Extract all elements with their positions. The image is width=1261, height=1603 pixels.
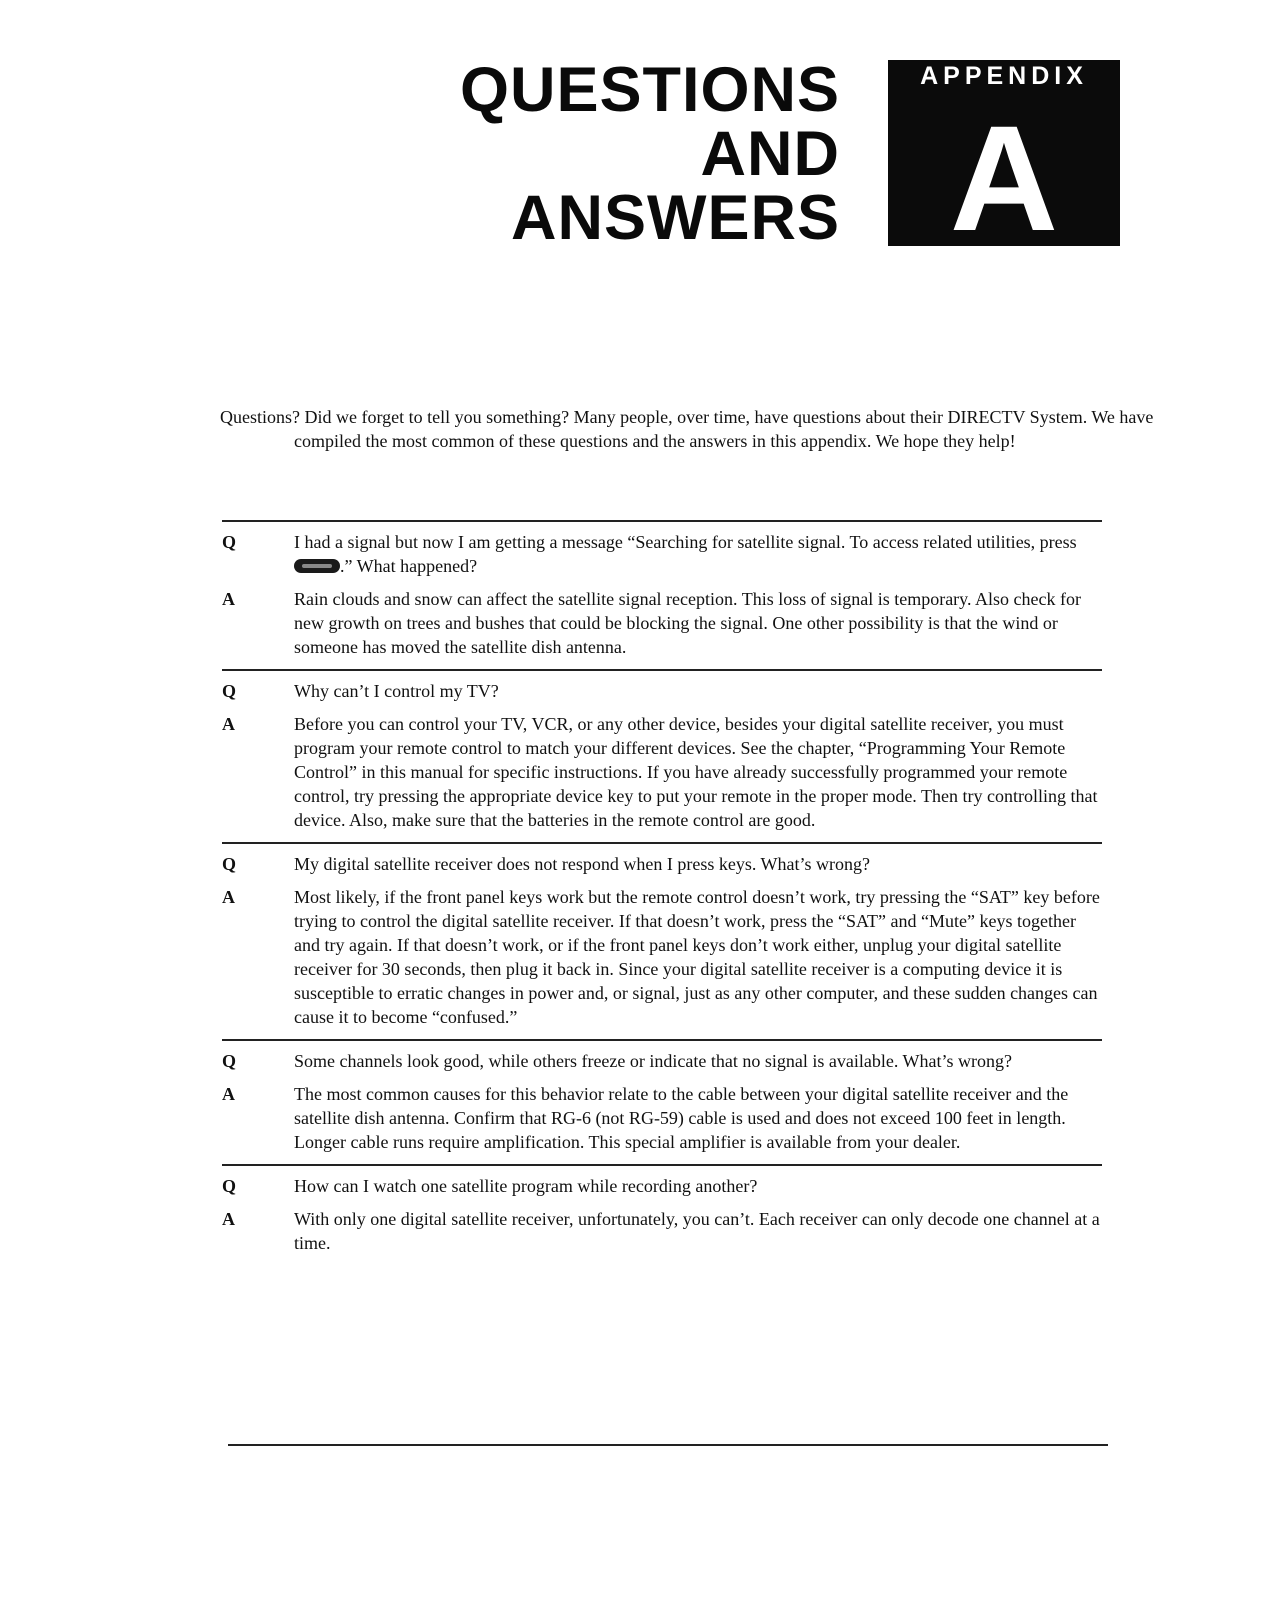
question-text-part: I had a signal but now I am getting a message “Searching for satellite signal. To access related utilities, press (294, 532, 1077, 552)
answer-marker: A (222, 1209, 235, 1229)
question-text: My digital satellite receiver does not respond when I press keys. What’s wrong? (294, 854, 871, 874)
question-4 (222, 1049, 1102, 1073)
answer-marker: A (222, 887, 235, 907)
answer-1 (222, 587, 1102, 659)
question-marker: Q (222, 532, 237, 552)
question-marker: Q (222, 681, 237, 701)
question-2 (222, 679, 1102, 703)
appendix-letter: A (949, 94, 1059, 262)
page-title (380, 55, 840, 253)
answer-5 (222, 1207, 1102, 1255)
title-line-2: AND (700, 119, 840, 189)
question-text: Why can’t I control my TV? (294, 681, 499, 701)
answer-text: Most likely, if the front panel keys work but the remote control doesn’t work, try pressing the “SAT” key before trying to control the digital satellite receiver. If that doesn’t work, press the “SAT” and “Mute” keys together and try again. If that doesn’t work, or if the front panel keys don’t work either, unplug your digital satellite receiver for 30 seconds, then plug it back in. Since your digital satellite receiver is a computing device it is susceptible to erratic changes in power and, or signal, just as any other computer, and these sudden changes can cause it to become “confused.” (294, 887, 1100, 1027)
answer-3 (222, 885, 1102, 1029)
title-line-1: QUESTIONS (459, 55, 840, 125)
question-marker: Q (222, 1176, 237, 1196)
section-divider (222, 520, 1102, 522)
qa-list (222, 520, 1102, 1255)
title-line-3: ANSWERS (510, 183, 840, 253)
question-text: How can I watch one satellite program while recording another? (294, 1176, 758, 1196)
answer-text: Before you can control your TV, VCR, or any other device, besides your digital satellite receiver, you must program your remote control to match your different devices. See the chapter, “Programming Your Remote Control” in this manual for specific instructions. If you have already successfully programmed your remote control, try pressing the appropriate device key to put your remote in the proper mode. Then try controlling that device. Also, make sure that the batteries in the remote control are good. (294, 714, 1098, 830)
section-divider (222, 842, 1102, 844)
question-marker: Q (222, 1051, 237, 1071)
question-text: Some channels look good, while others freeze or indicate that no signal is available. What’s wrong? (294, 1051, 1012, 1071)
answer-text: With only one digital satellite receiver, unfortunately, you can’t. Each receiver can only decode one channel at a time. (294, 1209, 1100, 1253)
answer-marker: A (222, 714, 235, 734)
section-divider (222, 1039, 1102, 1041)
question-3 (222, 852, 1102, 876)
question-text-part: .” What happened? (340, 556, 478, 576)
question-marker: Q (222, 854, 237, 874)
section-divider (222, 669, 1102, 671)
answer-text: Rain clouds and snow can affect the satellite signal reception. This loss of signal is temporary. Also check for new growth on trees and bushes that could be blocking the signal. One other possibility is that the wind or someone has moved the satellite dish antenna. (294, 589, 1081, 657)
appendix-badge (888, 60, 1120, 262)
intro-paragraph: Questions? Did we forget to tell you something? Many people, over time, have questions about their DIRECTV System. We have compiled the most common of these questions and the answers in this appendix. We hope they help! (220, 407, 1154, 451)
appendix-label: APPENDIX (920, 62, 1088, 90)
question-1 (222, 530, 1102, 578)
question-5 (222, 1174, 1102, 1198)
select-button-icon (294, 559, 340, 573)
answer-2 (222, 712, 1102, 832)
bottom-divider (228, 1444, 1108, 1446)
answer-marker: A (222, 589, 235, 609)
answer-4 (222, 1082, 1102, 1154)
answer-marker: A (222, 1084, 235, 1104)
section-divider (222, 1164, 1102, 1166)
question-text (294, 530, 1102, 578)
answer-text: The most common causes for this behavior relate to the cable between your digital satellite receiver and the satellite dish antenna. Confirm that RG-6 (not RG-59) cable is used and does not exceed 100 feet in length. Longer cable runs require amplification. This special amplifier is available from your dealer. (294, 1084, 1069, 1152)
